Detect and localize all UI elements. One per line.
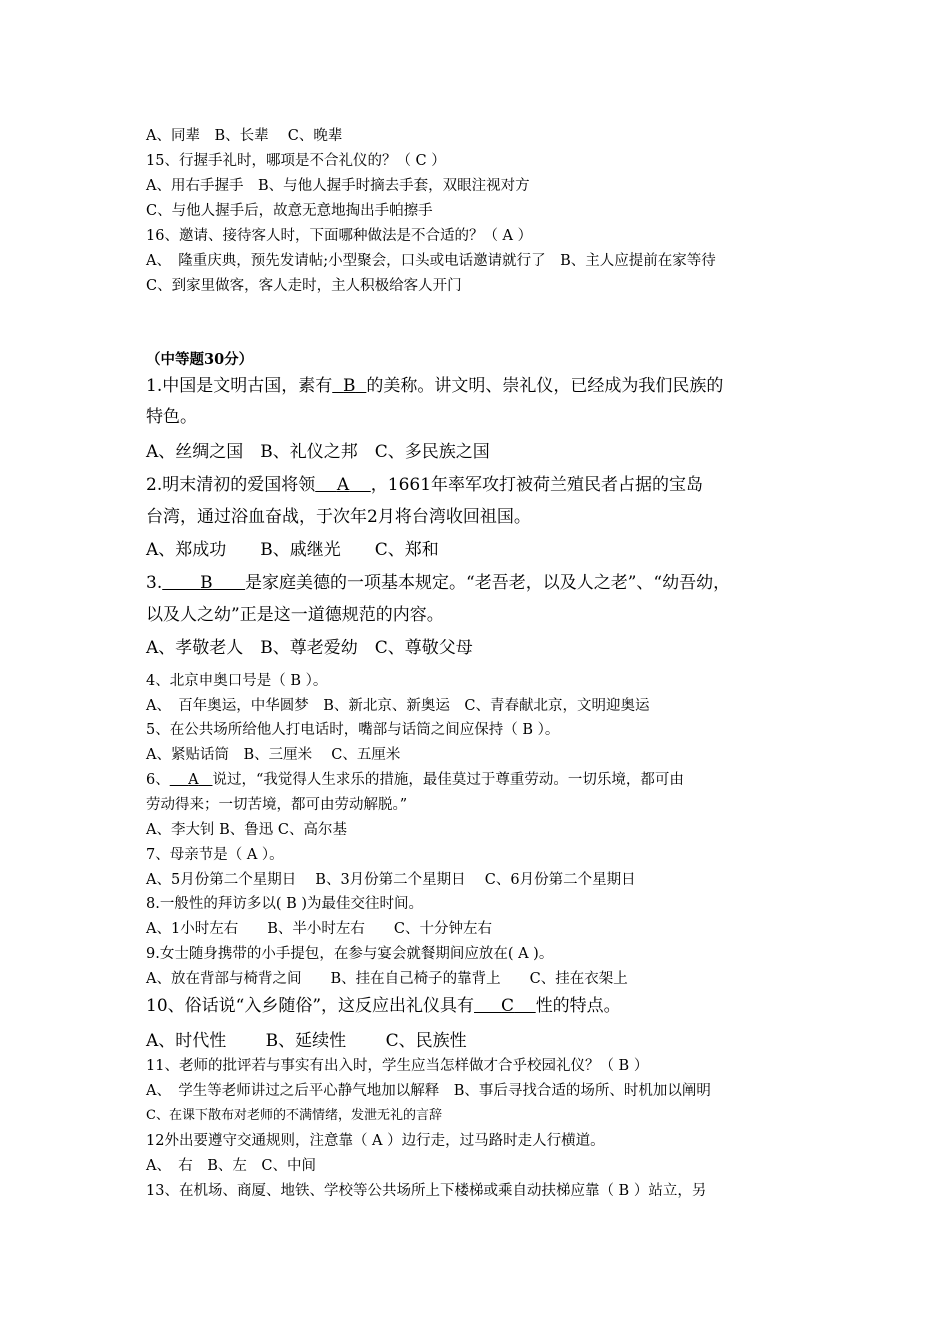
m1-question-cont: 特色。 [146,407,197,427]
m2-options: A、郑成功 B、戚继光 C、郑和 [146,540,439,560]
m10-question [146,994,621,1018]
m11-options-ab: A、 学生等老师讲过之后平心静气地加以解释 B、事后寻找合适的场所、时机加以阐明 [146,1083,711,1099]
m6-blank [170,772,213,788]
q16-option-c: C、到家里做客，客人走时，主人积极给客人开门 [146,278,462,294]
m2-text-a: 2.明末清初的爱国将领 [146,475,316,495]
m10-text-b: 性的特点。 [535,996,621,1016]
m6-text-a: 6、 [146,772,170,788]
m10-blank [474,996,536,1016]
m7-options: A、5月份第二个星期日 B、3月份第二个星期日 C、6月份第二个星期日 [146,872,636,888]
m9-options: A、放在背部与椅背之间 B、挂在自己椅子的靠背上 C、挂在衣架上 [146,971,628,987]
m10-text-a: 10、俗话说“入乡随俗”，这反应出礼仪具有 [146,996,475,1016]
m5-question: 5、在公共场所给他人打电话时，嘴部与话筒之间应保持（ B ）。 [146,722,560,738]
m3-question-cont: 以及人之幼”正是这一道德规范的内容。 [146,605,444,625]
m1-options: A、丝绸之国 B、礼仪之邦 C、多民族之国 [146,442,490,462]
m11-option-c: C、在课下散布对老师的不满情绪，发泄无礼的言辞 [146,1108,442,1123]
m12-options: A、 右 B、左 C、中间 [146,1158,316,1174]
section-heading: （中等题30分） [146,351,254,368]
m1-answer: B [343,376,356,396]
m3-options: A、孝敬老人 B、尊老爱幼 C、尊敬父母 [146,638,473,658]
m3-text-a: 3. [146,573,163,593]
m2-text-b: ，1661年率军攻打被荷兰殖民者占据的宝岛 [370,475,704,495]
m6-text-b: 说过，“我觉得人生求乐的措施，最佳莫过于尊重劳动。一切乐境，都可由 [212,772,684,788]
m13-question: 13、在机场、商厦、地铁、学校等公共场所上下楼梯或乘自动扶梯应靠（ B ）站立，另 [146,1183,707,1199]
m3-question [146,571,730,595]
m6-answer: A [188,772,199,788]
m2-blank [315,475,371,495]
m6-options: A、李大钊 B、鲁迅 C、高尔基 [146,822,347,838]
m11-question: 11、老师的批评若与事实有出入时，学生应当怎样做才合乎校园礼仪？（ B ） [146,1058,649,1074]
m4-question: 4、北京申奥口号是（ B ）。 [146,673,328,689]
m3-text-b: 是家庭美德的一项基本规定。“老吾老，以及人之老”、“幼吾幼， [245,573,731,593]
m3-blank [162,573,245,593]
m10-options: A、时代性 B、延续性 C、民族性 [146,1031,467,1051]
m8-options: A、1小时左右 B、半小时左右 C、十分钟左右 [146,921,492,937]
q14-options: A、同辈 B、长辈 C、晚辈 [146,128,343,144]
m2-answer: A [336,475,350,495]
m1-blank [332,376,366,396]
q15-option-c: C、与他人握手后，故意无意地掏出手帕擦手 [146,203,433,219]
m7-question: 7、母亲节是（ A ）。 [146,847,284,863]
m1-question [146,374,723,398]
m2-question [146,473,703,497]
m3-answer: B [200,573,213,593]
m8-question: 8.一般性的拜访多以( B )为最佳交往时间。 [146,896,424,912]
m5-options: A、紧贴话筒 B、三厘米 C、五厘米 [146,747,401,763]
q16-question: 16、邀请、接待客人时，下面哪种做法是不合适的？（ A ） [146,228,533,244]
m4-options: A、 百年奥运，中华圆梦 B、新北京、新奥运 C、青春献北京，文明迎奥运 [146,698,650,714]
m1-text-b: 的美称。讲文明、崇礼仪，已经成为我们民族的 [366,376,724,396]
q16-options-ab: A、 隆重庆典，预先发请帖;小型聚会，口头或电话邀请就行了 B、主人应提前在家等待 [146,253,716,269]
m6-question [146,770,684,790]
q15-question: 15、行握手礼时，哪项是不合礼仪的？（ C ） [146,153,446,169]
m9-question: 9.女士随身携带的小手提包，在参与宴会就餐期间应放在( A )。 [146,946,554,962]
m1-text-a: 1.中国是文明古国，素有 [146,376,333,396]
m6-question-cont: 劳动得来；一切苦境，都可由劳动解脱。” [146,797,408,813]
m12-question: 12外出要遵守交通规则，注意靠（ A ）边行走，过马路时走人行横道。 [146,1133,605,1149]
m10-answer: C [501,996,515,1016]
m2-question-cont: 台湾，通过浴血奋战，于次年2月将台湾收回祖国。 [146,507,531,527]
q15-options-ab: A、用右手握手 B、与他人握手时摘去手套，双眼注视对方 [146,178,530,194]
